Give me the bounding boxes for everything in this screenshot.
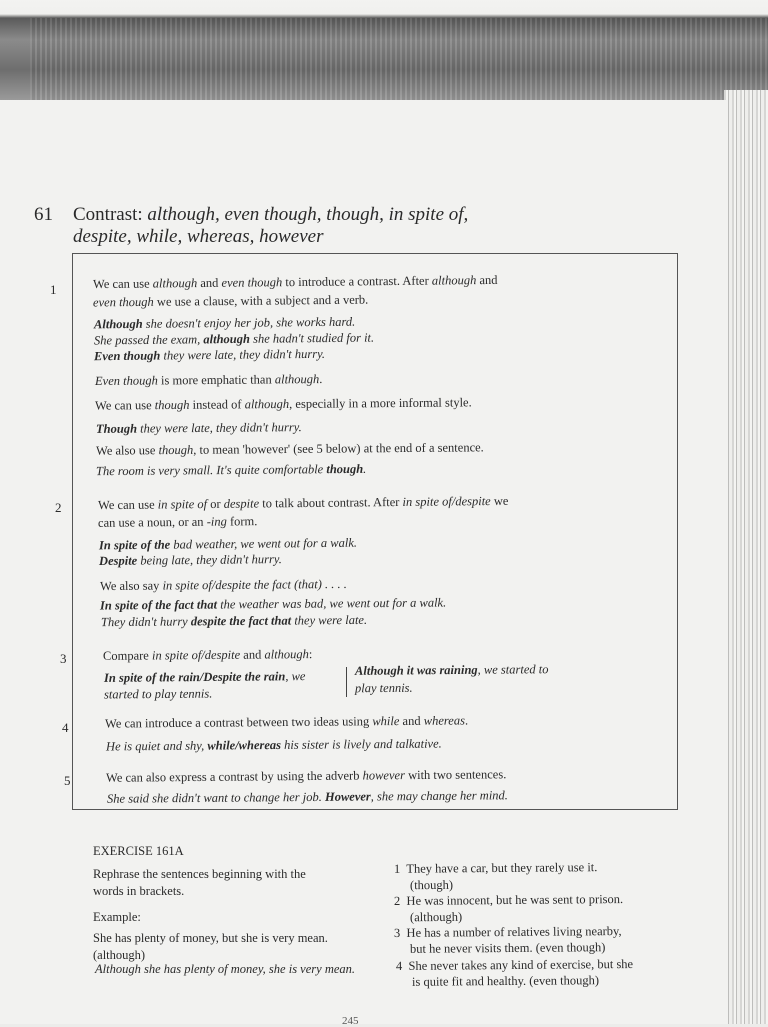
exercise-instruction-2: words in brackets. bbox=[93, 884, 185, 898]
s1-paragraph-3: We can use though instead of although, especially in a more informal style. bbox=[94, 395, 472, 413]
s4-paragraph-1: We can introduce a contrast between two ideas using while and whereas. bbox=[104, 713, 469, 731]
example-answer: Although she has plenty of money, she is very mean. bbox=[95, 962, 356, 976]
s1-paragraph-2: Even though is more emphatic than although. bbox=[94, 372, 323, 388]
unit-title bbox=[73, 204, 543, 248]
s1-example-1: Although she doesn't enjoy her job, she works hard. bbox=[93, 314, 356, 332]
exercise-instruction-1: Rephrase the sentences beginning with the bbox=[93, 867, 306, 881]
s2-paragraph-1b: can use a noun, or an -ing form. bbox=[97, 514, 258, 530]
exercise-heading: EXERCISE 161A bbox=[93, 844, 184, 858]
s1-paragraph-1b: even though we use a clause, with a subject and a verb. bbox=[92, 292, 369, 310]
s5-example-1: She said she didn't want to change her job. However, she may change her mind. bbox=[106, 788, 508, 806]
section-number-3: 3 bbox=[60, 651, 67, 666]
s2-paragraph-1a: We can use in spite of or despite to talk about contrast. After in spite of/despite we bbox=[97, 493, 509, 513]
s1-example-4: Though they were late, they didn't hurry. bbox=[95, 420, 302, 436]
s2-example-2: Despite being late, they didn't hurry. bbox=[98, 552, 282, 568]
s4-example-1: He is quiet and shy, while/whereas his sister is lively and talkative. bbox=[105, 736, 442, 754]
unit-title-line1: although, even though, though, in spite of, bbox=[147, 204, 469, 225]
s1-paragraph-4: We also use though, to mean 'however' (see 5 below) at the end of a sentence. bbox=[95, 440, 484, 458]
example-label: Example: bbox=[93, 910, 141, 924]
exercise-item-2-line2: (although) bbox=[409, 909, 463, 925]
s3-right-example-1: Although it was raining, we started to bbox=[354, 662, 549, 678]
section-number-1: 1 bbox=[50, 282, 57, 297]
exercise-item-2: 2 He was innocent, but he was sent to prison. bbox=[393, 892, 624, 908]
s3-right-example-2: play tennis. bbox=[354, 680, 413, 696]
s5-paragraph-1: We can also express a contrast by using the adverb however with two sentences. bbox=[105, 767, 507, 785]
scan-shadow bbox=[0, 0, 768, 104]
section-number-2: 2 bbox=[55, 500, 62, 515]
s3-paragraph-1: Compare in spite of/despite and although: bbox=[102, 647, 313, 663]
unit-number: 61 bbox=[34, 204, 53, 225]
s2-paragraph-2: We also say in spite of/despite the fact (that) . . . . bbox=[99, 576, 347, 594]
exercise-item-4: 4 She never takes any kind of exercise, but she bbox=[395, 956, 634, 974]
s3-left-example-1: In spite of the rain/Despite the rain, we bbox=[103, 669, 306, 685]
s2-example-3: In spite of the fact that the weather was bad, we went out for a walk. bbox=[99, 595, 447, 613]
section-number-5: 5 bbox=[64, 773, 71, 788]
book-page-edges bbox=[724, 90, 768, 1024]
unit-title-plain: Contrast: bbox=[73, 204, 148, 225]
exercise-item-3-line2: but he never visits them. (even though) bbox=[409, 940, 606, 956]
s1-example-2: She passed the exam, although she hadn't studied for it. bbox=[93, 330, 375, 348]
s3-left-example-2: started to play tennis. bbox=[103, 686, 213, 702]
exercise-item-1-line2: (though) bbox=[409, 877, 454, 893]
s3-divider bbox=[346, 667, 347, 697]
example-question-2: (although) bbox=[93, 948, 146, 962]
unit-title-line2: despite, while, whereas, however bbox=[73, 226, 324, 247]
s2-example-1: In spite of the bad weather, we went out for a walk. bbox=[98, 535, 358, 553]
s1-example-3: Even though they were late, they didn't hurry. bbox=[93, 346, 326, 364]
s2-example-4: They didn't hurry despite the fact that they were late. bbox=[100, 612, 368, 630]
exercise-item-4-line2: is quite fit and healthy. (even though) bbox=[411, 973, 600, 989]
example-question-1: She has plenty of money, but she is very mean. bbox=[93, 931, 328, 945]
exercise-item-1: 1 They have a car, but they rarely use it. bbox=[393, 860, 598, 876]
s1-paragraph-1a: We can use although and even though to introduce a contrast. After although and bbox=[92, 272, 498, 292]
s1-example-5: The room is very small. It's quite comfortable though. bbox=[95, 461, 367, 479]
section-number-4: 4 bbox=[62, 720, 69, 735]
page-number: 245 bbox=[342, 1015, 359, 1027]
exercise-item-3: 3 He has a number of relatives living nearby, bbox=[393, 924, 622, 940]
